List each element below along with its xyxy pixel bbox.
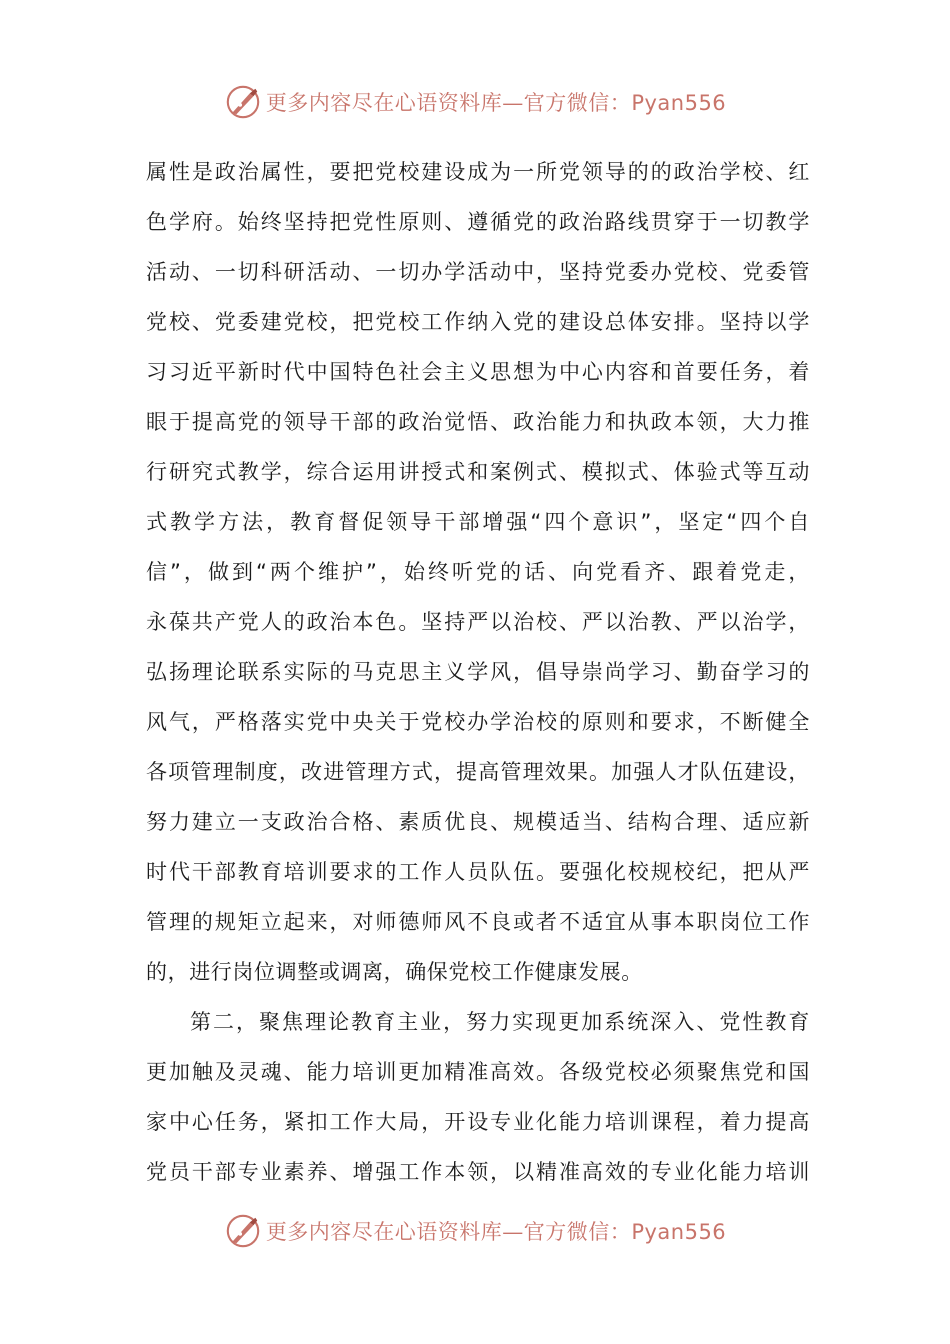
text-line: 家中心任务，紧扣工作大局，开设专业化能力培训课程，着力提高 bbox=[146, 1110, 810, 1134]
text-line: 弘扬理论联系实际的马克思主义学风，倡导崇尚学习、勤奋学习的 bbox=[146, 660, 810, 684]
paragraph-start-line: 第二，聚焦理论教育主业，努力实现更加系统深入、党性教育 bbox=[190, 1010, 810, 1034]
text-line: 习习近平新时代中国特色社会主义思想为中心内容和首要任务，着 bbox=[146, 360, 810, 384]
footer-banner bbox=[0, 1211, 950, 1251]
text-line: 各项管理制度，改进管理方式，提高管理效果。加强人才队伍建设， bbox=[146, 760, 810, 784]
header-banner-text: 更多内容尽在心语资料库—官方微信：Pyan556 bbox=[265, 91, 727, 115]
document-body bbox=[146, 147, 810, 1197]
text-line: 信”，做到“两个维护”，始终听党的话、向党看齐、跟着党走， bbox=[146, 560, 810, 584]
text-line: 永葆共产党人的政治本色。坚持严以治校、严以治教、严以治学， bbox=[146, 610, 810, 634]
text-line: 行研究式教学，综合运用讲授式和案例式、模拟式、体验式等互动 bbox=[146, 460, 810, 484]
text-line: 式教学方法，教育督促领导干部增强“四个意识”，坚定“四个自 bbox=[146, 510, 810, 534]
text-line: 管理的规矩立起来，对师德师风不良或者不适宜从事本职岗位工作 bbox=[146, 910, 810, 934]
header-banner bbox=[0, 82, 950, 122]
wechat-id: Pyan556 bbox=[631, 91, 727, 115]
footer-banner-text: 更多内容尽在心语资料库—官方微信：Pyan556 bbox=[265, 1220, 727, 1244]
text-line: 的，进行岗位调整或调离，确保党校工作健康发展。 bbox=[146, 960, 643, 984]
text-line: 党校、党委建党校，把党校工作纳入党的建设总体安排。坚持以学 bbox=[146, 310, 810, 334]
text-line: 风气，严格落实党中央关于党校办学治校的原则和要求，不断健全 bbox=[146, 710, 810, 734]
pen-nib-circle-logo bbox=[224, 83, 262, 121]
text-line: 眼于提高党的领导干部的政治觉悟、政治能力和执政本领，大力推 bbox=[146, 410, 810, 434]
pen-nib-circle-logo bbox=[224, 1212, 262, 1250]
text-line: 活动、一切科研活动、一切办学活动中，坚持党委办党校、党委管 bbox=[146, 260, 810, 284]
text-line: 色学府。始终坚持把党性原则、遵循党的政治路线贯穿于一切教学 bbox=[146, 210, 810, 234]
text-line: 党员干部专业素养、增强工作本领，以精准高效的专业化能力培训 bbox=[146, 1160, 810, 1184]
text-line: 更加触及灵魂、能力培训更加精准高效。各级党校必须聚焦党和国 bbox=[146, 1060, 810, 1084]
text-line: 努力建立一支政治合格、素质优良、规模适当、结构合理、适应新 bbox=[146, 810, 810, 834]
text-line: 时代干部教育培训要求的工作人员队伍。要强化校规校纪，把从严 bbox=[146, 860, 810, 884]
text-line: 属性是政治属性，要把党校建设成为一所党领导的的政治学校、红 bbox=[146, 160, 810, 184]
wechat-id: Pyan556 bbox=[631, 1220, 727, 1244]
